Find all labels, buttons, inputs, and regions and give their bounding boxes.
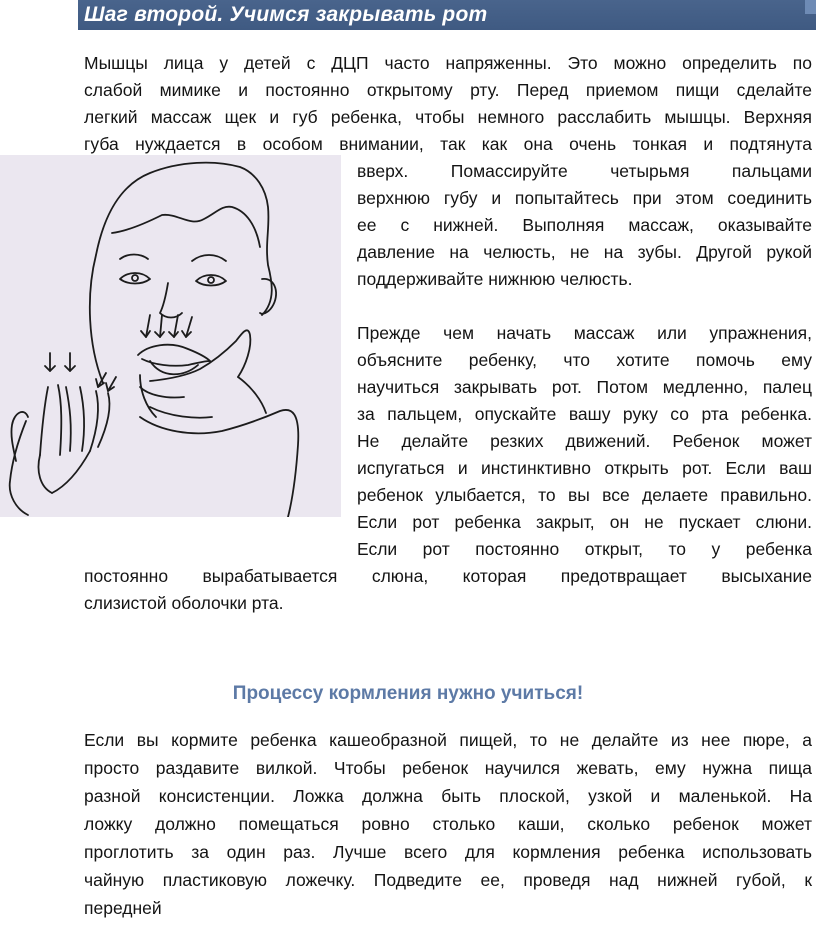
paragraph-3-line: передней xyxy=(84,898,162,918)
paragraph-1-line: вверх. Помассируйте четырьмя пальцами xyxy=(357,161,812,181)
paragraph-2-line: постоянно вырабатывается слюна, которая предотвращает высыхание xyxy=(84,566,812,586)
paragraph-1-line: легкий массаж щек и губ ребенка, чтобы немного расслабить мышцы. Верхняя xyxy=(84,107,812,127)
header-corner-accent xyxy=(805,0,816,14)
section-title: Шаг второй. Учимся закрывать рот xyxy=(84,3,488,26)
paragraph-2-line: испугаться и инстинктивно открыть рот. Если ваш xyxy=(357,458,812,478)
paragraph-2-line: Не делайте резких движений. Ребенок может xyxy=(357,431,812,451)
paragraph-3-line: Если вы кормите ребенка кашеобразной пищей, то не делайте из нее пюре, а xyxy=(84,730,812,750)
paragraph-2-line: научиться закрывать рот. Потом медленно, палец xyxy=(357,377,812,397)
paragraph-1-line: ее с нижней. Выполняя массаж, оказывайте xyxy=(357,215,812,235)
face-massage-illustration xyxy=(0,155,341,517)
paragraph-1-line: давление на челюсть, не на зубы. Другой рукой xyxy=(357,242,812,262)
paragraph-2-line: Если рот постоянно открыт, то у ребенка xyxy=(357,539,812,559)
paragraph-3-line: чайную пластиковую ложечку. Подведите ее, проведя над нижней губой, к xyxy=(84,870,812,890)
paragraph-1-line: верхнюю губу и попытайтесь при этом соединить xyxy=(357,188,812,208)
paragraph-1-line: Мышцы лица у детей с ДЦП часто напряженны. Это можно определить по xyxy=(84,53,812,73)
paragraph-2-line: объясните ребенку, что хотите помочь ему xyxy=(357,350,812,370)
paragraph-2-line: слизистой оболочки рта. xyxy=(84,593,284,613)
paragraph-2-line: Прежде чем начать массаж или упражнения, xyxy=(357,323,812,343)
paragraph-3-line: проглотить за один раз. Лучше всего для кормления ребенка использовать xyxy=(84,842,812,862)
subheading: Процессу кормления нужно учиться! xyxy=(232,683,584,704)
paragraph-3-line: ложку должно помещаться ровно столько каши, сколько ребенок может xyxy=(84,814,812,834)
paragraph-2-line: ребенок улыбается, то вы все делаете правильно. xyxy=(357,485,812,505)
paragraph-1-line: слабой мимике и постоянно открытому рту. Перед приемом пищи сделайте xyxy=(84,80,812,100)
paragraph-3-line: разной консистенции. Ложка должна быть плоской, узкой и маленькой. На xyxy=(84,786,812,806)
paragraph-3-line: просто раздавите вилкой. Чтобы ребенок научился жевать, ему нужна пища xyxy=(84,758,812,778)
paragraph-1-line: поддерживайте нижнюю челюсть. xyxy=(357,269,633,289)
paragraph-2-line: за пальцем, опускайте вашу руку со рта ребенка. xyxy=(357,404,812,424)
paragraph-2-line: Если рот ребенка закрыт, он не пускает слюни. xyxy=(357,512,812,532)
paragraph-1-line: губа нуждается в особом внимании, так как она очень тонкая и подтянута xyxy=(84,134,812,154)
